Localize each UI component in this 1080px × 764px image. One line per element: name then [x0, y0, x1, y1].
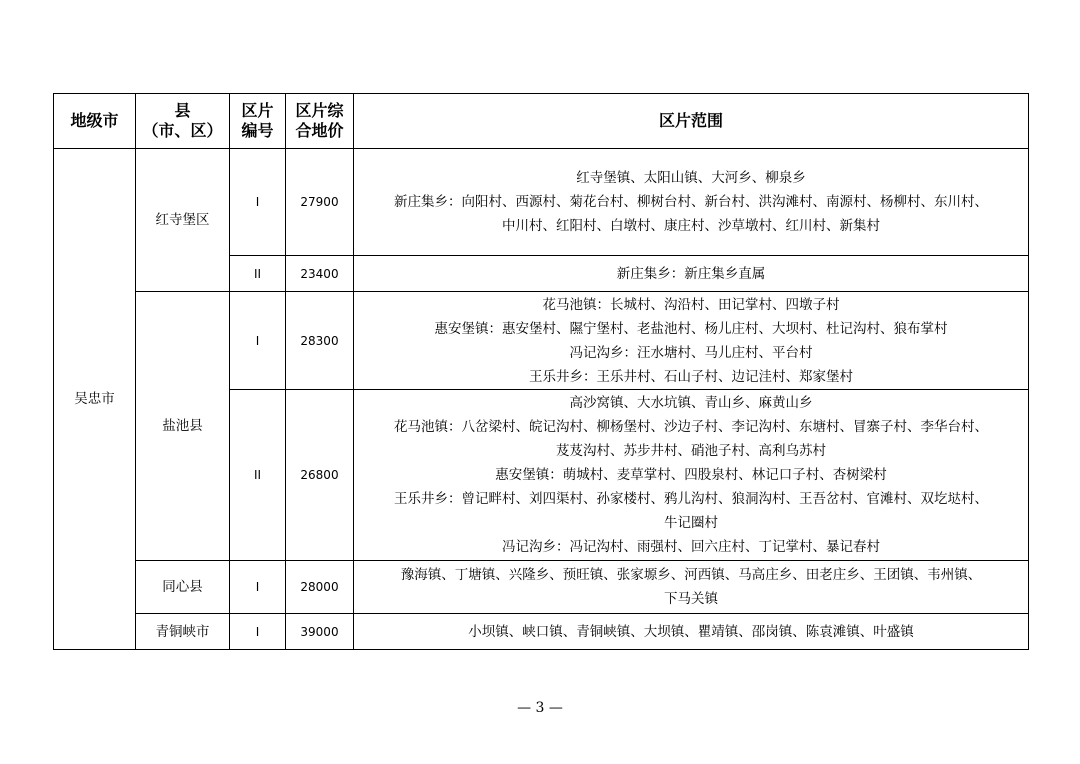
table-row [54, 561, 1029, 614]
scope-line: 惠安堡镇：惠安堡村、隰宁堡村、老盐池村、杨儿庄村、大坝村、杜记沟村、狼布掌村 [434, 320, 948, 337]
zone-number-cell: II [230, 390, 286, 561]
page-number: — 3 — [517, 700, 563, 716]
header-zone-number-line1: 区片 [241, 101, 274, 120]
scope-line: 豫海镇、丁塘镇、兴隆乡、预旺镇、张家塬乡、河西镇、马高庄乡、田老庄乡、王团镇、韦州镇、 [400, 567, 982, 583]
scope-cell [354, 561, 1029, 614]
scope-line: 下马关镇 [664, 591, 718, 607]
header-county [136, 94, 230, 149]
header-price [286, 94, 354, 149]
zone-number-cell: I [230, 292, 286, 390]
price-cell: 28300 [286, 292, 354, 390]
scope-line: 高沙窝镇、大水坑镇、青山乡、麻黄山乡 [569, 395, 813, 411]
county-cell: 青铜峡市 [136, 614, 230, 650]
header-price-line2: 合地价 [295, 121, 344, 140]
county-cell: 同心县 [136, 561, 230, 614]
scope-line: 冯记沟乡：冯记沟村、雨强村、回六庄村、丁记掌村、暴记春村 [502, 539, 880, 555]
county-cell: 盐池县 [136, 292, 230, 561]
zone-number-cell: I [230, 149, 286, 256]
scope-line: 芨芨沟村、苏步井村、硝池子村、高利乌苏村 [556, 443, 826, 459]
header-row [54, 94, 1029, 149]
scope-line: 红寺堡镇、太阳山镇、大河乡、柳泉乡 [576, 170, 806, 186]
header-city: 地级市 [54, 94, 136, 149]
scope-line: 新庄集乡：新庄集乡直属 [616, 265, 766, 282]
scope-line: 新庄集乡：向阳村、西源村、菊花台村、柳树台村、新台村、洪沟滩村、南源村、杨柳村、东川村、 [394, 194, 988, 210]
table-row [54, 149, 1029, 256]
scope-line: 王乐井乡：王乐井村、石山子村、边记洼村、郑家堡村 [529, 368, 853, 385]
header-zone-number [230, 94, 286, 149]
scope-line: 小坝镇、峡口镇、青铜峡镇、大坝镇、瞿靖镇、邵岗镇、陈袁滩镇、叶盛镇 [468, 623, 914, 640]
scope-cell [354, 614, 1029, 650]
zone-number-cell: II [230, 256, 286, 292]
price-cell: 27900 [286, 149, 354, 256]
scope-line: 王乐井乡：曾记畔村、刘四渠村、孙家楼村、鸦儿沟村、狼洞沟村、王吾岔村、官滩村、双圪垯村、 [394, 491, 988, 507]
header-zone-number-line2: 编号 [241, 121, 274, 140]
zone-number-cell: I [230, 561, 286, 614]
scope-cell [354, 256, 1029, 292]
scope-cell [354, 292, 1029, 390]
county-cell: 红寺堡区 [136, 149, 230, 292]
scope-line: 冯记沟乡：汪水塘村、马儿庄村、平台村 [569, 344, 813, 361]
table-row [54, 614, 1029, 650]
scope-cell [354, 149, 1029, 256]
header-county-line1: 县 [174, 101, 191, 120]
table-row [54, 292, 1029, 390]
price-cell: 28000 [286, 561, 354, 614]
scope-line: 牛记圈村 [664, 515, 718, 531]
city-cell: 吴忠市 [54, 149, 136, 650]
zone-number-cell: I [230, 614, 286, 650]
land-price-table [53, 93, 1029, 650]
price-cell: 39000 [286, 614, 354, 650]
price-cell: 26800 [286, 390, 354, 561]
header-price-line1: 区片综 [295, 101, 344, 120]
scope-line: 花马池镇：长城村、沟沿村、田记掌村、四墩子村 [542, 296, 840, 313]
header-scope: 区片范围 [354, 94, 1029, 149]
scope-line: 花马池镇：八岔梁村、皖记沟村、柳杨堡村、沙边子村、李记沟村、东塘村、冒寨子村、李华台村、 [394, 419, 988, 435]
scope-cell [354, 390, 1029, 561]
header-county-line2: （市、区） [142, 121, 223, 140]
scope-line: 惠安堡镇：萌城村、麦草掌村、四股泉村、林记口子村、杏树梁村 [495, 467, 887, 483]
price-cell: 23400 [286, 256, 354, 292]
scope-line: 中川村、红阳村、白墩村、康庄村、沙草墩村、红川村、新集村 [502, 218, 880, 234]
